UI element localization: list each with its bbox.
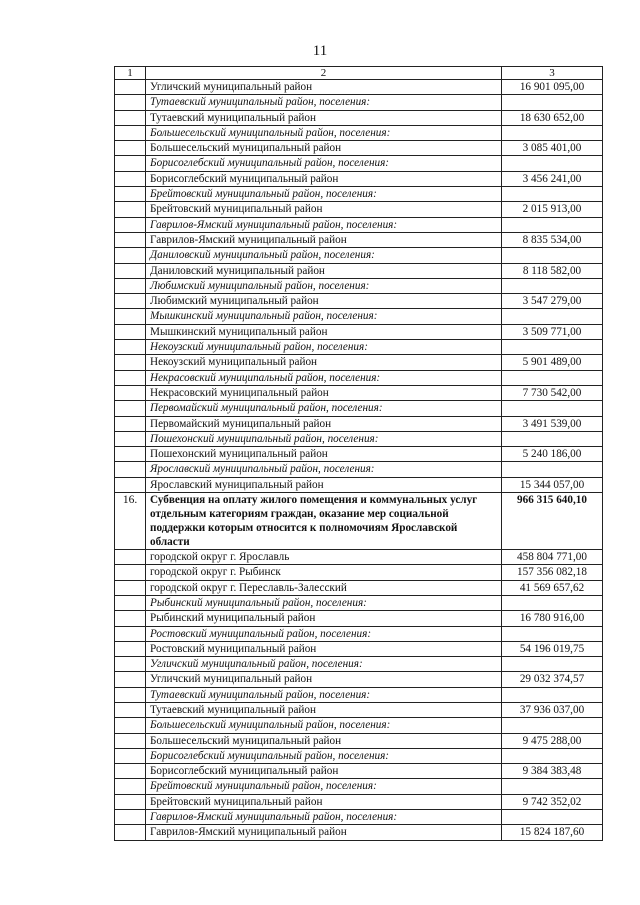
row-name-cell: городской округ г. Ярославль [146,550,502,565]
row-value-cell: 8 835 534,00 [502,232,603,247]
row-number-cell [115,401,146,416]
row-value-cell: 966 315 640,10 [502,493,603,550]
row-value-cell [502,748,603,763]
subheading-row [115,248,603,263]
row-value-cell: 37 936 037,00 [502,702,603,717]
row-number-cell [115,764,146,779]
row-number-cell [115,718,146,733]
row-value-cell [502,401,603,416]
row-value-cell [502,779,603,794]
row-name-cell: Тутаевский муниципальный район [146,702,502,717]
row-name-cell: Гаврилов-Ямский муниципальный район, поселения: [146,217,502,232]
row-number-cell [115,657,146,672]
row-number-cell [115,779,146,794]
row-number-cell [115,309,146,324]
table-row [115,232,603,247]
row-name-cell: Первомайский муниципальный район [146,416,502,431]
table-row [115,202,603,217]
subheading-row [115,779,603,794]
row-number-cell [115,171,146,186]
subheading-row [115,278,603,293]
row-value-cell: 3 491 539,00 [502,416,603,431]
row-name-cell: Рыбинский муниципальный район [146,611,502,626]
row-name-cell: Гаврилов-Ямский муниципальный район [146,232,502,247]
row-name-cell: Даниловский муниципальный район [146,263,502,278]
row-number-cell [115,825,146,840]
row-value-cell [502,248,603,263]
row-name-cell: Тутаевский муниципальный район, поселения: [146,687,502,702]
row-number-cell [115,340,146,355]
row-value-cell: 5 901 489,00 [502,355,603,370]
row-number-cell [115,810,146,825]
row-name-cell: Борисоглебский муниципальный район, поселения: [146,156,502,171]
row-value-cell: 15 824 187,60 [502,825,603,840]
row-number-cell [115,141,146,156]
row-name-cell: Пошехонский муниципальный район, поселения: [146,431,502,446]
table-row [115,171,603,186]
row-value-cell [502,95,603,110]
row-number-cell [115,95,146,110]
table-row [115,825,603,840]
row-value-cell: 7 730 542,00 [502,385,603,400]
row-name-cell: Первомайский муниципальный район, поселения: [146,401,502,416]
row-name-cell: Брейтовский муниципальный район, поселения: [146,779,502,794]
row-name-cell: Брейтовский муниципальный район [146,794,502,809]
subheading-row [115,626,603,641]
row-number-cell [115,385,146,400]
row-number-cell [115,263,146,278]
row-name-cell: Пошехонский муниципальный район [146,447,502,462]
row-number-cell [115,748,146,763]
row-value-cell [502,156,603,171]
column-header-3: 3 [502,67,603,80]
row-number-cell [115,550,146,565]
subheading-row [115,370,603,385]
row-number-cell [115,611,146,626]
row-name-cell: Большесельский муниципальный район, поселения: [146,718,502,733]
row-value-cell [502,217,603,232]
row-name-cell: Ярославский муниципальный район [146,477,502,492]
row-name-cell: Ярославский муниципальный район, поселения: [146,462,502,477]
row-number-cell [115,248,146,263]
row-number-cell [115,355,146,370]
row-value-cell: 9 384 383,48 [502,764,603,779]
row-value-cell [502,340,603,355]
row-value-cell [502,810,603,825]
row-number-cell [115,672,146,687]
row-value-cell [502,309,603,324]
table-row [115,611,603,626]
subheading-row [115,217,603,232]
row-value-cell: 15 344 057,00 [502,477,603,492]
subheading-row [115,309,603,324]
table-row [115,550,603,565]
row-number-cell [115,641,146,656]
column-header-2: 2 [146,67,502,80]
row-value-cell [502,657,603,672]
row-name-cell: Ростовский муниципальный район, поселения: [146,626,502,641]
table-row [115,733,603,748]
row-value-cell [502,278,603,293]
row-name-cell: Большесельский муниципальный район [146,141,502,156]
subheading-row [115,748,603,763]
subheading-row [115,95,603,110]
table-header-row [115,67,603,80]
table-row [115,447,603,462]
row-value-cell: 458 804 771,00 [502,550,603,565]
row-number-cell [115,580,146,595]
row-number-cell [115,565,146,580]
subheading-row [115,156,603,171]
table-row [115,385,603,400]
table-row [115,294,603,309]
subheading-row [115,657,603,672]
table-row [115,80,603,95]
row-number-cell [115,702,146,717]
row-number-cell: 16. [115,493,146,550]
row-value-cell: 16 901 095,00 [502,80,603,95]
row-number-cell [115,733,146,748]
row-name-cell: Тутаевский муниципальный район [146,110,502,125]
subheading-row [115,718,603,733]
row-name-cell: городской округ г. Переславль-Залесский [146,580,502,595]
row-value-cell [502,370,603,385]
row-value-cell: 2 015 913,00 [502,202,603,217]
table-row [115,355,603,370]
table-row [115,263,603,278]
row-number-cell [115,278,146,293]
row-name-cell: Угличский муниципальный район [146,672,502,687]
row-value-cell: 41 569 657,62 [502,580,603,595]
table-row [115,416,603,431]
row-number-cell [115,80,146,95]
row-name-cell: Гаврилов-Ямский муниципальный район [146,825,502,840]
row-number-cell [115,626,146,641]
row-value-cell: 3 509 771,00 [502,324,603,339]
row-name-cell: Ростовский муниципальный район [146,641,502,656]
table-row [115,764,603,779]
row-value-cell [502,431,603,446]
row-value-cell: 3 547 279,00 [502,294,603,309]
row-name-cell: Тутаевский муниципальный район, поселения: [146,95,502,110]
table-row [115,672,603,687]
subheading-row [115,595,603,610]
row-number-cell [115,370,146,385]
row-number-cell [115,595,146,610]
subsidy-table [114,66,603,841]
subheading-row [115,687,603,702]
table-row [115,580,603,595]
subheading-row [115,462,603,477]
row-number-cell [115,462,146,477]
table-row [115,565,603,580]
row-value-cell [502,125,603,140]
row-value-cell: 157 356 082,18 [502,565,603,580]
row-number-cell [115,431,146,446]
subheading-row [115,431,603,446]
row-value-cell [502,462,603,477]
row-number-cell [115,156,146,171]
row-value-cell: 8 118 582,00 [502,263,603,278]
row-value-cell: 3 456 241,00 [502,171,603,186]
subheading-row [115,340,603,355]
table-row [115,110,603,125]
row-name-cell: городской округ г. Рыбинск [146,565,502,580]
row-value-cell [502,595,603,610]
subheading-row [115,187,603,202]
row-number-cell [115,110,146,125]
table-row [115,702,603,717]
row-number-cell [115,447,146,462]
row-value-cell [502,626,603,641]
row-value-cell [502,187,603,202]
subheading-row [115,401,603,416]
table-row [115,641,603,656]
row-name-cell: Субвенция на оплату жилого помещения и коммунальных услуг отдельным категориям граждан, оказание мер социальной поддержки которым относится к полномочиям Ярославской области [146,493,502,550]
row-number-cell [115,217,146,232]
row-name-cell: Любимский муниципальный район, поселения: [146,278,502,293]
row-number-cell [115,477,146,492]
section-row [115,493,603,550]
row-name-cell: Угличский муниципальный район, поселения: [146,657,502,672]
row-name-cell: Некрасовский муниципальный район [146,385,502,400]
subheading-row [115,125,603,140]
row-value-cell: 18 630 652,00 [502,110,603,125]
row-value-cell: 5 240 186,00 [502,447,603,462]
row-name-cell: Любимский муниципальный район [146,294,502,309]
column-header-1: 1 [115,67,146,80]
row-value-cell: 54 196 019,75 [502,641,603,656]
row-number-cell [115,687,146,702]
row-name-cell: Даниловский муниципальный район, поселения: [146,248,502,263]
row-name-cell: Борисоглебский муниципальный район, поселения: [146,748,502,763]
row-name-cell: Борисоглебский муниципальный район [146,764,502,779]
row-name-cell: Некрасовский муниципальный район, поселения: [146,370,502,385]
row-name-cell: Брейтовский муниципальный район, поселения: [146,187,502,202]
row-number-cell [115,187,146,202]
row-value-cell: 3 085 401,00 [502,141,603,156]
row-value-cell: 29 032 374,57 [502,672,603,687]
row-number-cell [115,125,146,140]
page-number: 11 [312,43,328,59]
table-row [115,141,603,156]
table-row [115,324,603,339]
row-name-cell: Большесельский муниципальный район [146,733,502,748]
row-name-cell: Мышкинский муниципальный район [146,324,502,339]
row-name-cell: Некоузский муниципальный район [146,355,502,370]
subheading-row [115,810,603,825]
row-name-cell: Некоузский муниципальный район, поселения: [146,340,502,355]
row-name-cell: Большесельский муниципальный район, поселения: [146,125,502,140]
row-value-cell: 9 742 352,02 [502,794,603,809]
row-number-cell [115,294,146,309]
row-number-cell [115,416,146,431]
row-number-cell [115,324,146,339]
row-name-cell: Рыбинский муниципальный район, поселения: [146,595,502,610]
row-number-cell [115,232,146,247]
row-name-cell: Гаврилов-Ямский муниципальный район, поселения: [146,810,502,825]
row-value-cell: 9 475 288,00 [502,733,603,748]
row-number-cell [115,794,146,809]
row-value-cell: 16 780 916,00 [502,611,603,626]
row-name-cell: Брейтовский муниципальный район [146,202,502,217]
row-value-cell [502,718,603,733]
row-number-cell [115,202,146,217]
row-name-cell: Борисоглебский муниципальный район [146,171,502,186]
table-row [115,477,603,492]
row-name-cell: Мышкинский муниципальный район, поселения: [146,309,502,324]
table-row [115,794,603,809]
row-name-cell: Угличский муниципальный район [146,80,502,95]
row-value-cell [502,687,603,702]
